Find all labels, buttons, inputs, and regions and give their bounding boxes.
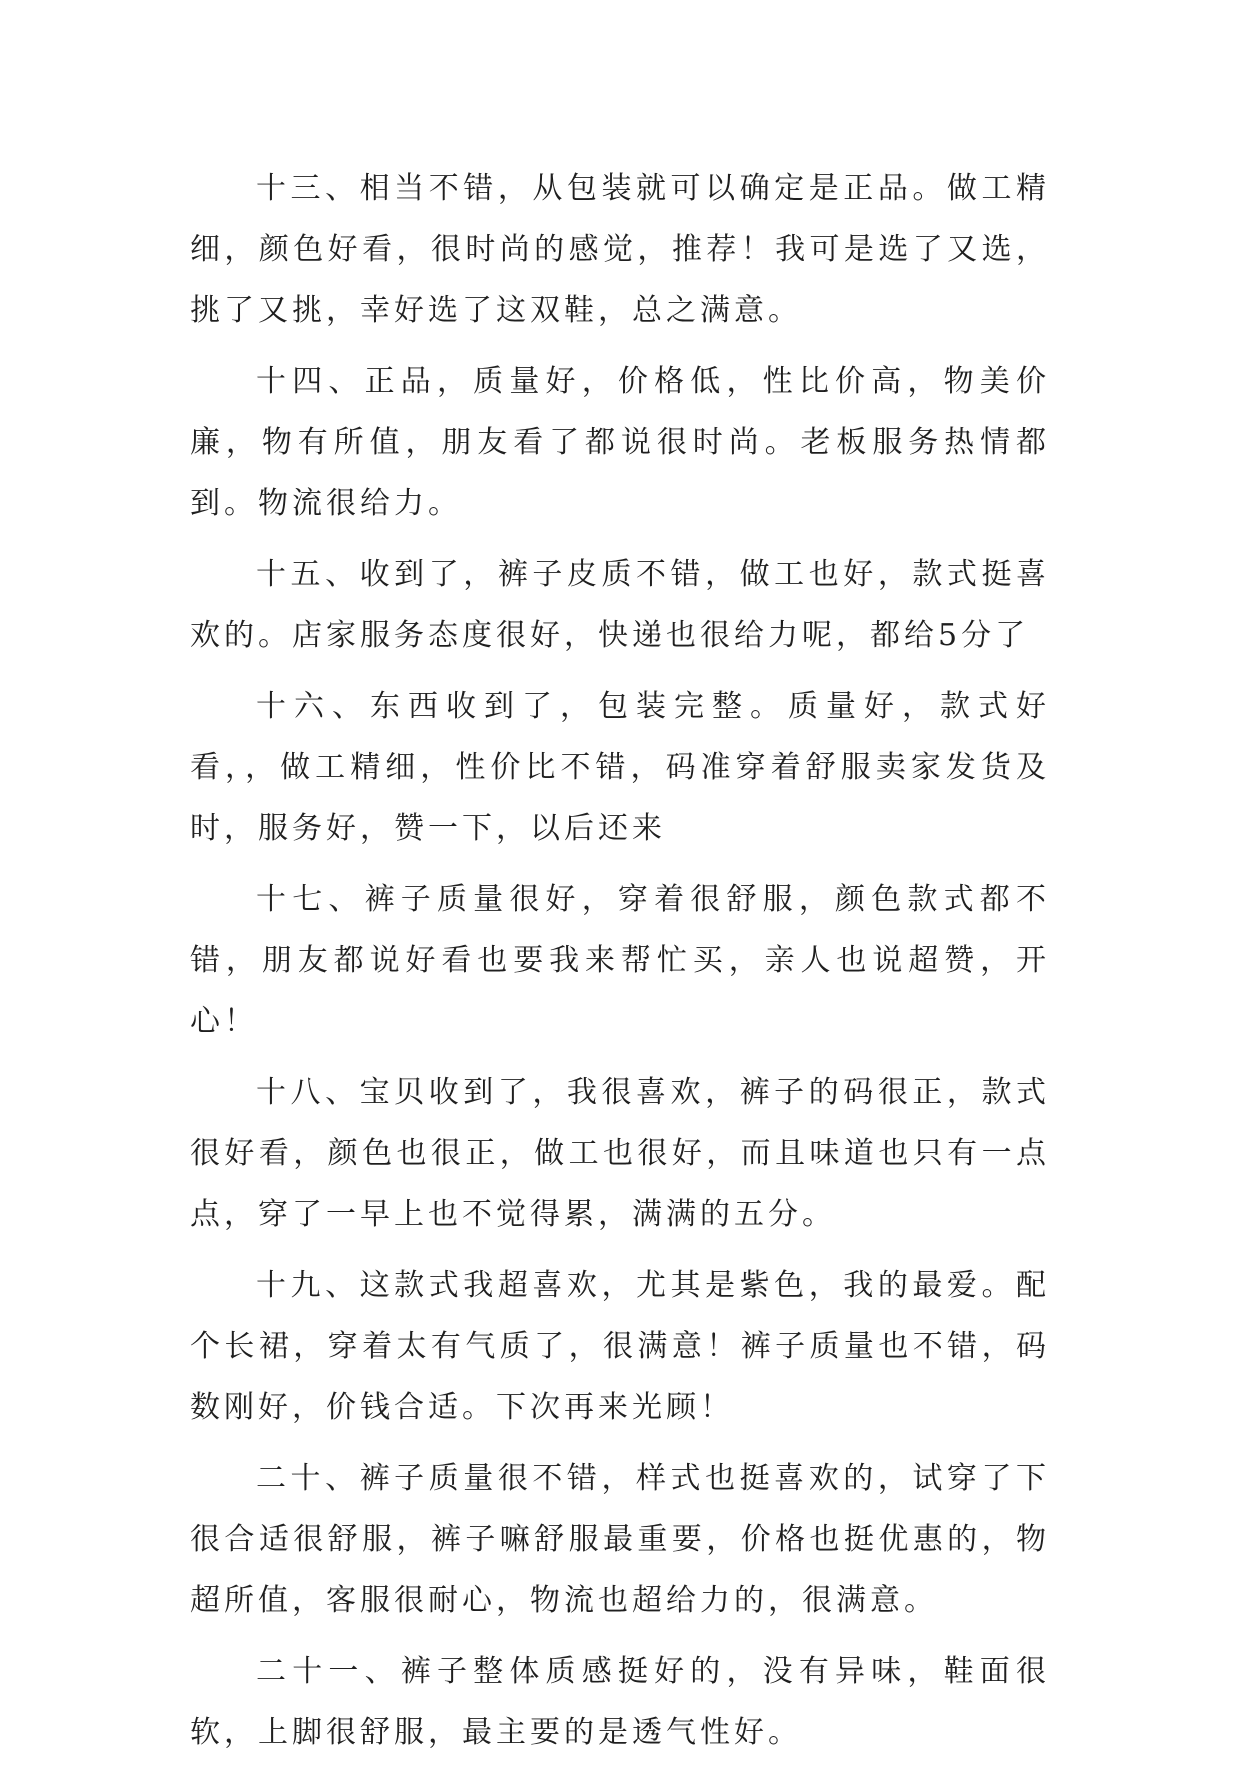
review-paragraph-15: 十五、收到了，裤子皮质不错，做工也好，款式挺喜欢的。店家服务态度很好，快递也很给力呢，都给5分了 xyxy=(190,557,1050,653)
review-paragraph-21: 二十一、裤子整体质感挺好的，没有异味，鞋面很软，上脚很舒服，最主要的是透气性好。 xyxy=(190,1654,1050,1750)
review-paragraph-17: 十七、裤子质量很好，穿着很舒服，颜色款式都不错，朋友都说好看也要我来帮忙买，亲人也说超赞，开心！ xyxy=(190,882,1050,1039)
review-paragraph-20: 二十、裤子质量很不错，样式也挺喜欢的，试穿了下很合适很舒服，裤子嘛舒服最重要，价格也挺优惠的，物超所值，客服很耐心，物流也超给力的，很满意。 xyxy=(190,1461,1050,1618)
review-paragraph-18: 十八、宝贝收到了，我很喜欢，裤子的码很正，款式很好看，颜色也很正，做工也很好，而且味道也只有一点点，穿了一早上也不觉得累，满满的五分。 xyxy=(190,1075,1050,1232)
review-paragraph-14: 十四、正品，质量好，价格低，性比价高，物美价廉，物有所值，朋友看了都说很时尚。老板服务热情都到。物流很给力。 xyxy=(190,364,1050,521)
review-paragraph-16: 十六、东西收到了，包装完整。质量好，款式好看，，做工精细，性价比不错，码准穿着舒服卖家发货及时，服务好，赞一下，以后还来 xyxy=(190,689,1050,846)
review-paragraph-19: 十九、这款式我超喜欢，尤其是紫色，我的最爱。配个长裙，穿着太有气质了，很满意！裤子质量也不错，码数刚好，价钱合适。下次再来光顾！ xyxy=(190,1268,1050,1425)
review-paragraph-13: 十三、相当不错，从包装就可以确定是正品。做工精细，颜色好看，很时尚的感觉，推荐！我可是选了又选，挑了又挑，幸好选了这双鞋，总之满意。 xyxy=(190,171,1050,328)
document-body xyxy=(190,158,1050,1773)
